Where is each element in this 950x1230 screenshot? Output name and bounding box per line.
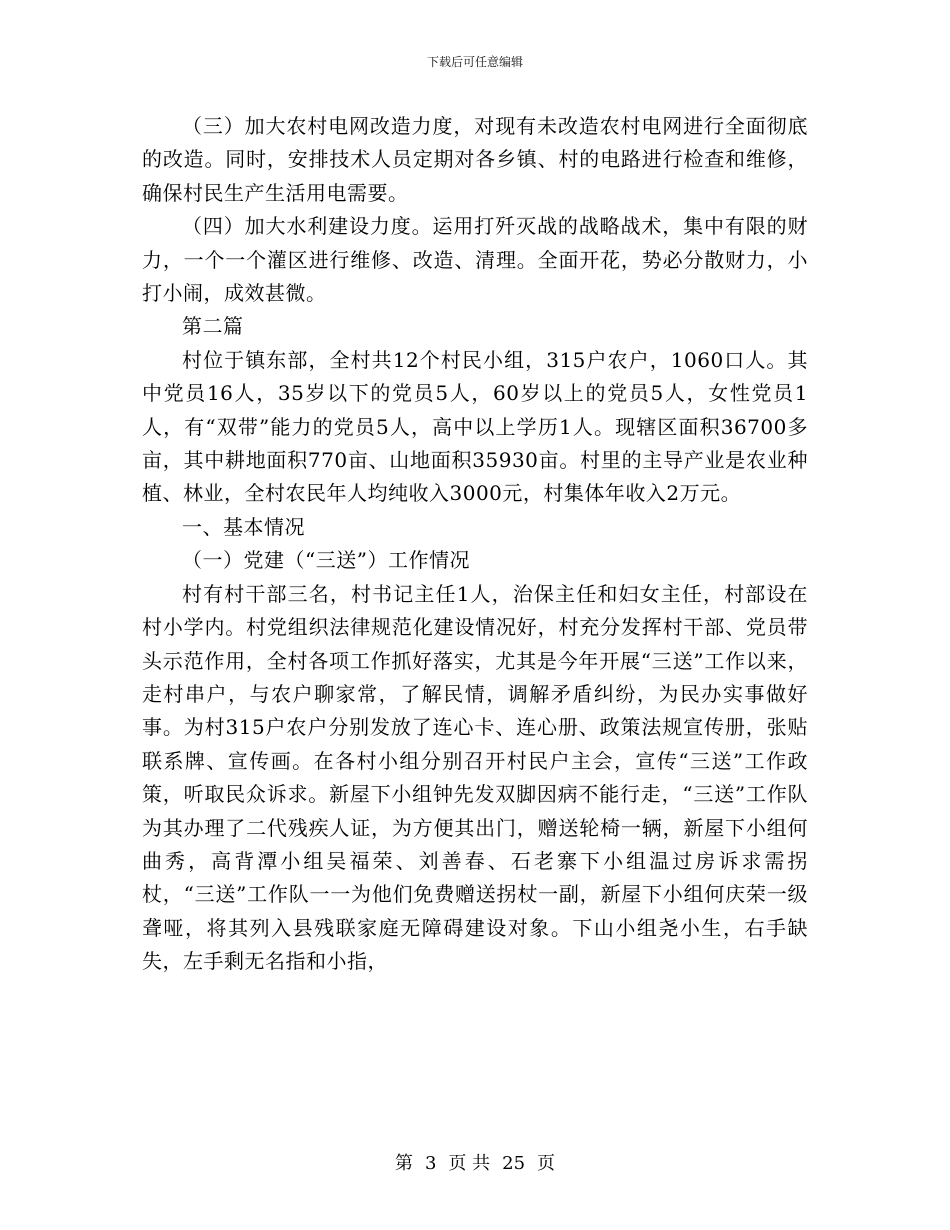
heading-basic-situation: 一、基本情况 [182, 514, 305, 539]
page-header: 下载后可任意编辑 [426, 55, 523, 69]
footer-suffix: 页 [537, 1153, 556, 1174]
section-title-part-two: 第二篇 [182, 314, 244, 339]
total-page-count: 25 [502, 1153, 526, 1174]
footer-prefix: 第 [394, 1153, 413, 1174]
paragraph-water-conservancy: （四）加大水利建设力度。运用打歼灭战的战略战术，集中有限的财力，一个一个灌区进行维修、改造、清理。全面开花，势必分散财力，小打小闹，成效甚微。 [142, 214, 808, 306]
heading-party-building: （一）党建（“三送”）工作情况 [182, 548, 470, 573]
paragraph-party-building-detail: 村有村干部三名，村书记主任1人，治保主任和妇女主任，村部设在村小学内。村党组织法律规范化建设情况好，村充分发挥村干部、党员带头示范作用，全村各项工作抓好落实，尤其是今年开展“三送”工作以来，走村串户，与农户聊家常，了解民情，调解矛盾纠纷，为民办实事做好事。为村315户农户分别发放了连心卡、连心册、政策法规宣传册，张贴联系牌、宣传画。在各村小组分别召开村民户主会，宣传“三送”工作政策，听取民众诉求。新屋下小组钟先发双脚因病不能行走，“三送”工作队为其办理了二代残疾人证，为方便其出门，赠送轮椅一辆，新屋下小组何曲秀，高背潭小组吴福荣、刘善春、石老寨下小组温过房诉求需拐杖，“三送”工作队一一为他们免费赠送拐杖一副，新屋下小组何庆荣一级聋哑，将其列入县残联家庭无障碍建设对象。下山小组尧小生，右手缺失，左手剩无名指和小指， [142, 581, 808, 974]
paragraph-village-overview: 村位于镇东部，全村共12个村民小组，315户农户，1060口人。其中党员16人，35岁以下的党员5人，60岁以上的党员5人，女性党员1人，有“双带”能力的党员5人，高中以上学历1人。现辖区面积36700多亩，其中耕地面积770亩、山地面积35930亩。村里的主导产业是农业种植、林业，全村农民年人均纯收入3000元，村集体年收入2万元。 [142, 347, 808, 506]
current-page-number: 3 [424, 1153, 437, 1174]
paragraph-rural-grid: （三）加大农村电网改造力度，对现有未改造农村电网进行全面彻底的改造。同时，安排技术人员定期对各乡镇、村的电路进行检查和维修，确保村民生产生活用电需要。 [142, 114, 808, 205]
page-footer [0, 1152, 950, 1176]
footer-middle: 页 共 [448, 1153, 491, 1174]
document-body [142, 110, 808, 979]
